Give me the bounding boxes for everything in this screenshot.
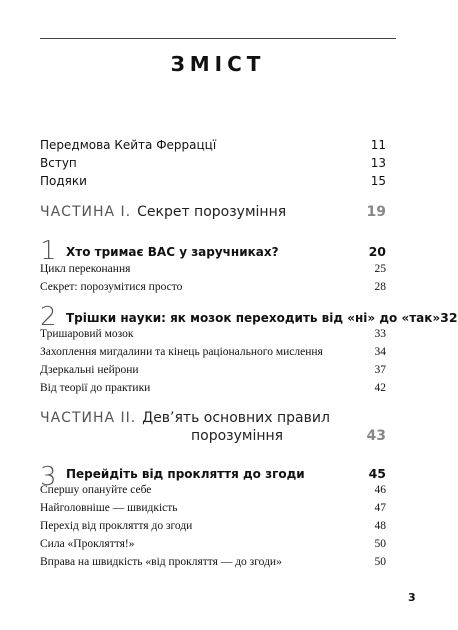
chapter-page: 45 bbox=[368, 466, 386, 481]
chapter-title: Хто тримає ВАС у заручниках? bbox=[66, 245, 279, 259]
toc-part-2[interactable] bbox=[40, 410, 386, 426]
toc-section-page: 25 bbox=[374, 263, 386, 275]
toc-section-page: 28 bbox=[374, 281, 386, 293]
part-title: Дев’ять основних правил bbox=[142, 410, 330, 426]
part-page: 43 bbox=[366, 428, 386, 444]
chapter-number: 3 bbox=[40, 462, 57, 492]
toc-chapter-1[interactable] bbox=[66, 244, 386, 259]
toc-section[interactable] bbox=[40, 520, 386, 532]
toc-chapter-3[interactable] bbox=[66, 466, 386, 481]
toc-entry-label: Подяки bbox=[40, 174, 87, 188]
chapter-page: 32 bbox=[440, 310, 458, 325]
toc-entry-label: Передмова Кейта Ферраццї bbox=[40, 138, 217, 152]
toc-entry-page: 15 bbox=[370, 174, 386, 188]
toc-section-label: Перехід від прокляття до згоди bbox=[40, 520, 193, 532]
toc-section-label: Найголовніше — швидкість bbox=[40, 502, 178, 514]
part-title-continued: порозуміння bbox=[191, 428, 284, 444]
toc-section[interactable] bbox=[40, 556, 386, 568]
toc-section-page: 33 bbox=[374, 328, 386, 340]
toc-part-1[interactable] bbox=[40, 204, 386, 220]
toc-section-label: Спершу опануйте себе bbox=[40, 484, 152, 496]
chapter-title: Перейдіть від прокляття до згоди bbox=[66, 467, 305, 481]
part-number: ЧАСТИНА І. bbox=[40, 204, 132, 220]
toc-section-page: 42 bbox=[374, 382, 386, 394]
top-rule bbox=[40, 38, 396, 39]
toc-section-label: Сила «Прокляття!» bbox=[40, 538, 135, 550]
toc-section[interactable] bbox=[40, 281, 386, 293]
toc-section-page: 47 bbox=[374, 502, 386, 514]
toc-entry-intro[interactable] bbox=[40, 156, 386, 170]
toc-entry-acknowledgements[interactable] bbox=[40, 174, 386, 188]
toc-section-page: 37 bbox=[374, 364, 386, 376]
toc-section[interactable] bbox=[40, 263, 386, 275]
toc-section-page: 50 bbox=[374, 538, 386, 550]
toc-section-label: Від теорії до практики bbox=[40, 382, 151, 394]
chapter-page: 20 bbox=[368, 244, 386, 259]
toc-section-page: 50 bbox=[374, 556, 386, 568]
toc-entry-foreword[interactable] bbox=[40, 138, 386, 152]
toc-section[interactable] bbox=[40, 364, 386, 376]
toc-chapter-2[interactable] bbox=[66, 310, 458, 325]
toc-entry-label: Вступ bbox=[40, 156, 77, 170]
chapter-number: 1 bbox=[40, 236, 57, 266]
toc-section[interactable] bbox=[40, 382, 386, 394]
toc-section-page: 46 bbox=[374, 484, 386, 496]
toc-section-page: 48 bbox=[374, 520, 386, 532]
page-number: 3 bbox=[408, 591, 416, 604]
toc-entry-page: 13 bbox=[370, 156, 386, 170]
chapter-title: Трішки науки: як мозок переходить від «ні» до «так» bbox=[66, 311, 441, 325]
toc-section[interactable] bbox=[40, 484, 386, 496]
toc-section-label: Секрет: порозумітися просто bbox=[40, 281, 183, 293]
page-title: ЗМІСТ bbox=[170, 52, 266, 76]
toc-section-label: Вправа на швидкість «від прокляття — до згоди» bbox=[40, 556, 282, 568]
part-number: ЧАСТИНА ІІ. bbox=[40, 410, 137, 426]
toc-section-page: 34 bbox=[374, 346, 386, 358]
toc-section[interactable] bbox=[40, 538, 386, 550]
toc-entry-page: 11 bbox=[370, 138, 386, 152]
toc-section[interactable] bbox=[40, 346, 386, 358]
toc-section-label: Захоплення мигдалини та кінець раціонального мислення bbox=[40, 346, 323, 358]
toc-section-label: Дзеркальні нейрони bbox=[40, 364, 139, 376]
toc-section[interactable] bbox=[40, 502, 386, 514]
chapter-number: 2 bbox=[40, 302, 57, 332]
toc-section-label: Тришаровий мозок bbox=[40, 328, 134, 340]
toc-section-label: Цикл переконання bbox=[40, 263, 131, 275]
part-page: 19 bbox=[366, 204, 386, 220]
part-title: Секрет порозуміння bbox=[137, 204, 287, 220]
toc-section[interactable] bbox=[40, 328, 386, 340]
